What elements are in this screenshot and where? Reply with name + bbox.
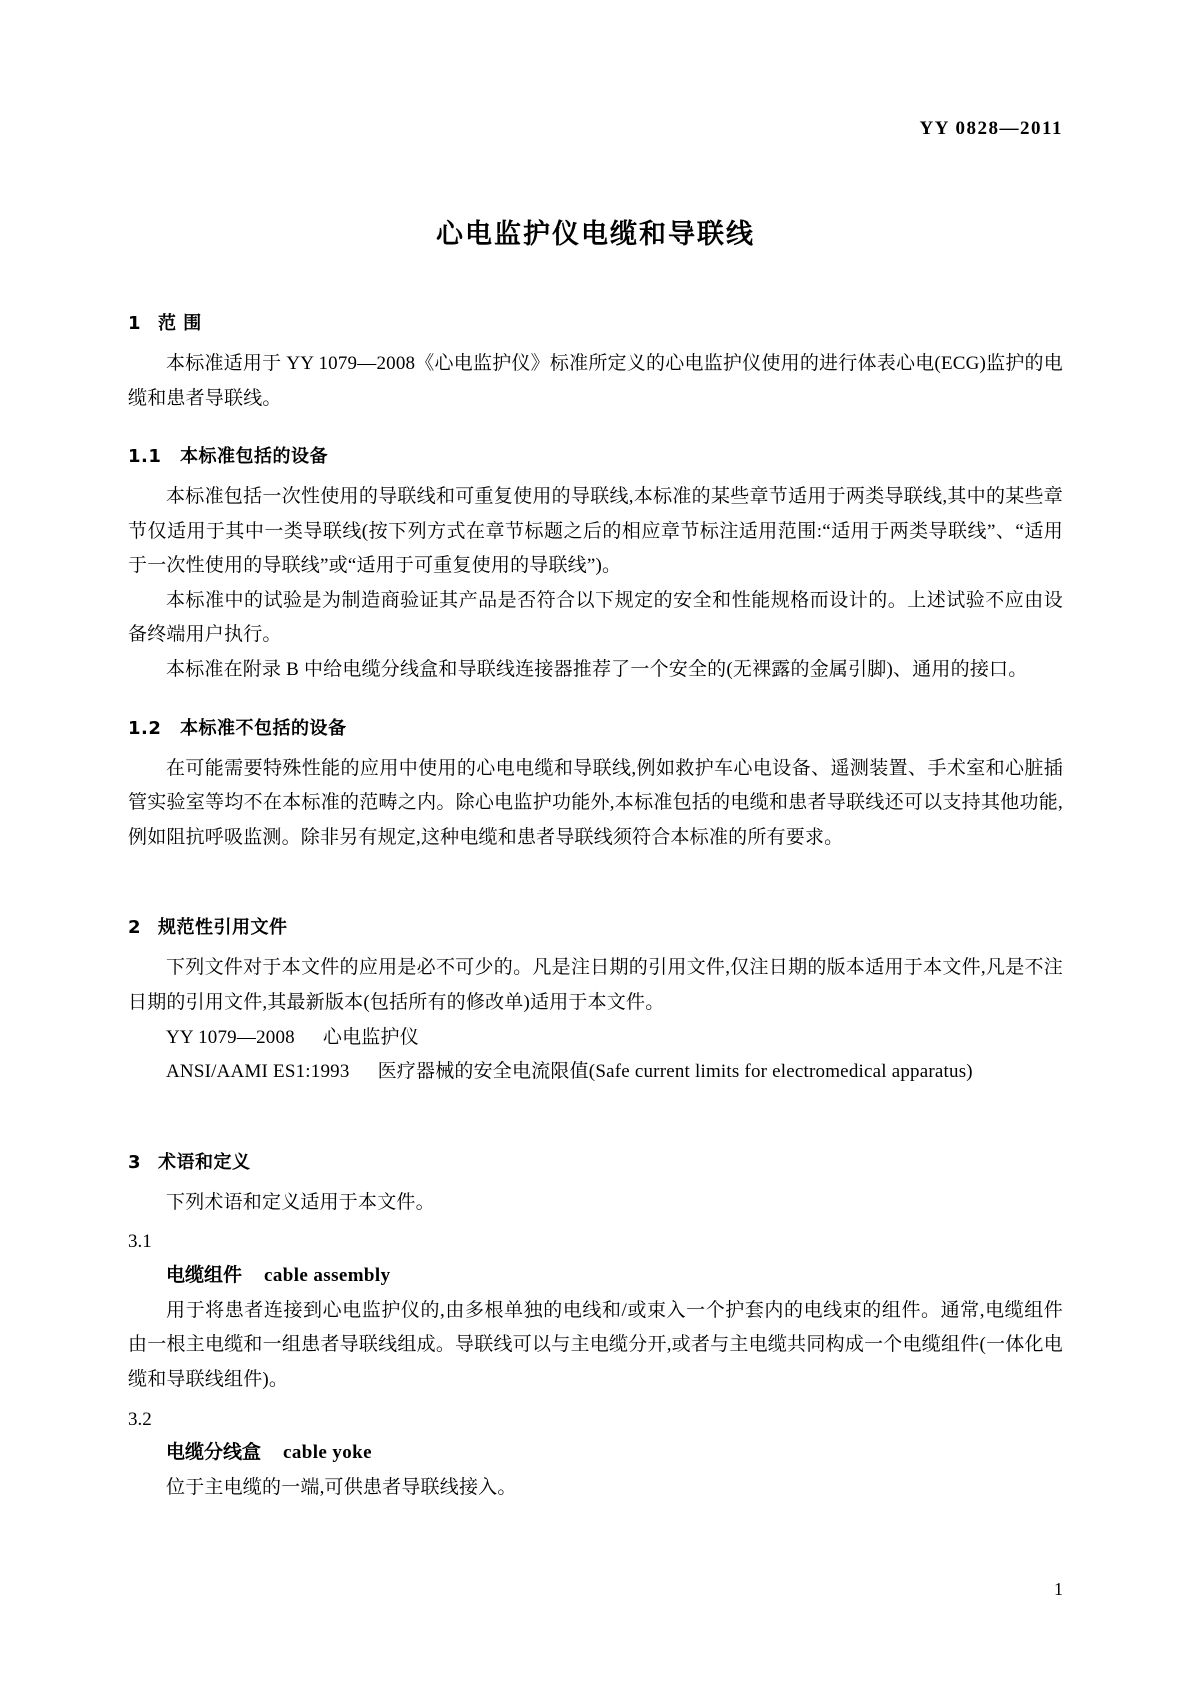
term-3-1-english: cable assembly (264, 1264, 391, 1286)
normative-reference-2 (128, 1055, 1063, 1090)
section-heading-1 (128, 309, 1063, 335)
section-title-1: 范 围 (158, 313, 202, 334)
section-number-3: 3 (128, 1151, 142, 1173)
section-1-1-paragraph-3: 本标准在附录 B 中给电缆分线盒和导联线连接器推荐了一个安全的(无裸露的金属引脚)、通用的接口。 (166, 659, 1028, 681)
term-title-3-1 (128, 1259, 1063, 1292)
section-2-paragraph-1: 下列文件对于本文件的应用是必不可少的。凡是注日期的引用文件,仅注日期的版本适用于本文件,凡是不注日期的引用文件,其最新版本(包括所有的修改单)适用于本文件。 (128, 957, 1063, 1013)
section-heading-1-1 (128, 442, 1063, 468)
normative-reference-1 (128, 1021, 1063, 1056)
term-definition-3-1: 用于将患者连接到心电监护仪的,由多根单独的电线和/或束入一个护套内的电线束的组件。通常,电缆组件由一根主电缆和一组患者导联线组成。导联线可以与主电缆分开,或者与主电缆共同构成一个电缆组件(一体化电缆和导联线组件)。 (128, 1299, 1063, 1390)
section-title-1-2: 本标准不包括的设备 (180, 717, 347, 739)
section-title-2: 规范性引用文件 (158, 917, 288, 939)
term-3-1-chinese: 电缆组件 (166, 1263, 243, 1286)
reference-1-title: 心电监护仪 (322, 1026, 419, 1048)
page-header-standard-code: YY 0828—2011 (919, 118, 1063, 139)
section-number-1: 1 (128, 313, 142, 334)
section-1-2-paragraph-1: 在可能需要特殊性能的应用中使用的心电电缆和导联线,例如救护车心电设备、遥测装置、手术室和心脏插管实验室等均不在本标准的范畴之内。除心电监护功能外,本标准包括的电缆和患者导联线还可以支持其他功能,例如阻抗呼吸监测。除非另有规定,这种电缆和患者导联线须符合本标准的所有要求。 (128, 757, 1063, 848)
term-number-3-1: 3.1 (128, 1231, 152, 1253)
page-number: 1 (1054, 1579, 1063, 1599)
section-1-paragraph-1: 本标准适用于 YY 1079—2008《心电监护仪》标准所定义的心电监护仪使用的进行体表心电(ECG)监护的电缆和患者导联线。 (128, 353, 1063, 409)
reference-2-title: 医疗器械的安全电流限值(Safe current limits for electromedical apparatus) (377, 1061, 973, 1083)
section-1-1-paragraph-1: 本标准包括一次性使用的导联线和可重复使用的导联线,本标准的某些章节适用于两类导联线,其中的某些章节仅适用于其中一类导联线(按下列方式在章节标题之后的相应章节标注适用范围:“适用于两类导联线”、“适用于一次性使用的导联线”或“适用于可重复使用的导联线”)。 (128, 486, 1063, 577)
section-number-2: 2 (128, 917, 142, 939)
term-3-2-english: cable yoke (283, 1441, 372, 1463)
section-number-1-2: 1.2 (128, 717, 162, 739)
reference-1-code: YY 1079—2008 (166, 1026, 295, 1048)
reference-2-code: ANSI/AAMI ES1:1993 (166, 1061, 350, 1083)
section-3-paragraph-1: 下列术语和定义适用于本文件。 (166, 1191, 435, 1213)
section-heading-3 (128, 1148, 1063, 1174)
section-title-3: 术语和定义 (158, 1151, 251, 1173)
term-number-3-2: 3.2 (128, 1408, 152, 1430)
section-number-1-1: 1.1 (128, 446, 162, 468)
document-title: 心电监护仪电缆和导联线 (436, 219, 755, 250)
term-3-2-chinese: 电缆分线盒 (166, 1440, 262, 1463)
section-heading-2 (128, 913, 1063, 939)
section-title-1-1: 本标准包括的设备 (180, 446, 328, 468)
term-title-3-2 (128, 1436, 1063, 1469)
term-definition-3-2: 位于主电缆的一端,可供患者导联线接入。 (166, 1477, 517, 1499)
section-heading-1-2 (128, 714, 1063, 740)
section-1-1-paragraph-2: 本标准中的试验是为制造商验证其产品是否符合以下规定的安全和性能规格而设计的。上述试验不应由设备终端用户执行。 (128, 589, 1063, 646)
